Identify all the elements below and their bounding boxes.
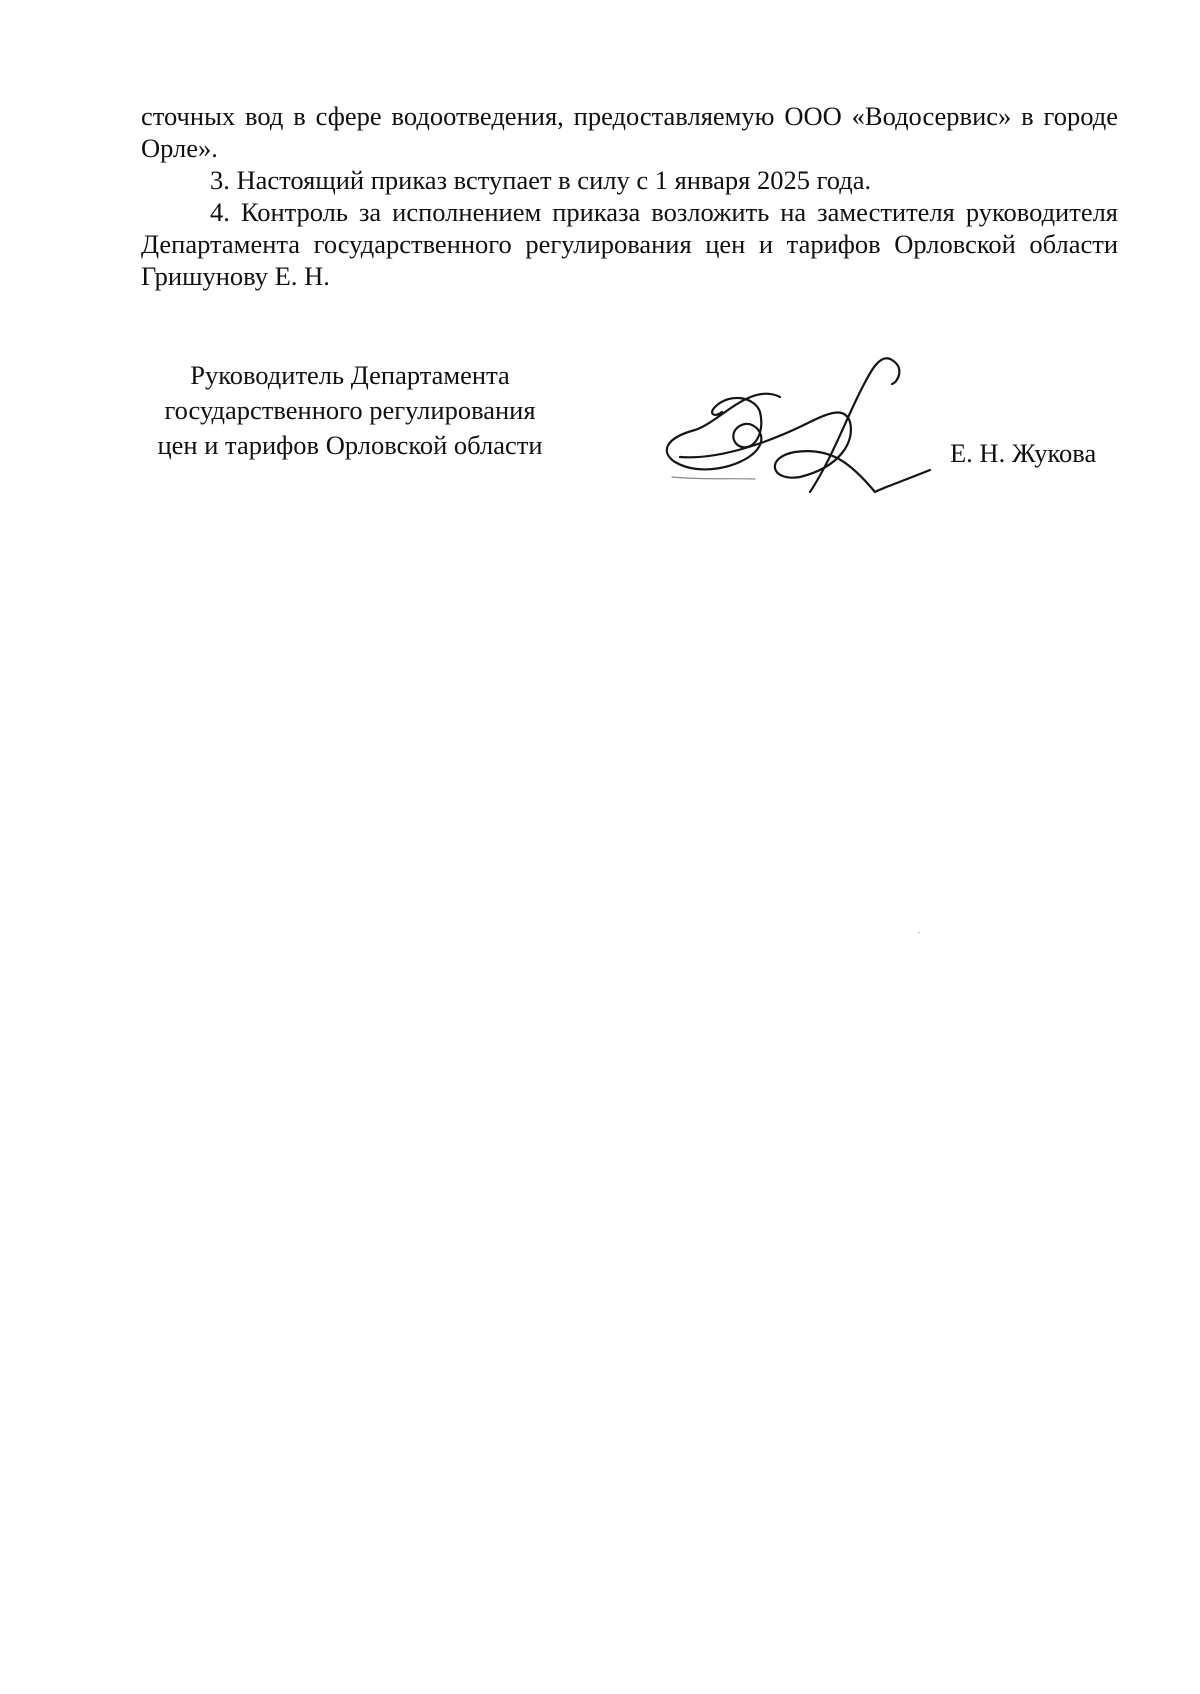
signer-name: Е. Н. Жукова	[950, 438, 1097, 468]
scan-speck	[918, 932, 920, 933]
paragraph-continuation: сточных вод в сфере водоотведения, предоставляемую ООО «Водосервис» в городе Орле».	[141, 101, 1118, 163]
paragraph-item-3: 3. Настоящий приказ вступает в силу с 1 января 2025 года.	[210, 165, 872, 195]
signature-stroke-tail	[680, 413, 930, 492]
paragraph-item-4: 4. Контроль за исполнением приказа возложить на заместителя руководителя Департамента государственного регулирования цен и тарифов Орловской области Гришунову Е. Н.	[141, 197, 1118, 291]
signatory-title-line: государственного регулирования	[164, 395, 536, 425]
signatory-title-line: цен и тарифов Орловской области	[157, 430, 543, 460]
signature-stroke-base	[672, 477, 755, 479]
signatory-title-line: Руководитель Департамента	[190, 360, 510, 390]
handwritten-signature	[660, 352, 950, 502]
signatory-title	[130, 358, 570, 463]
document-body	[141, 100, 1118, 292]
